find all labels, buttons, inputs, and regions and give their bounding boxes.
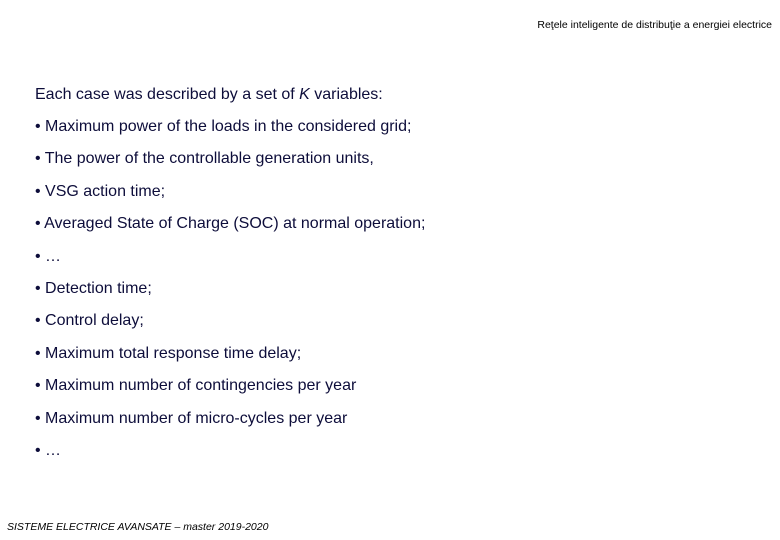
list-item: • …	[35, 441, 62, 459]
variables-list	[35, 116, 755, 462]
list-item: • Detection time;	[35, 279, 152, 297]
list-item: • Averaged State of Charge (SOC) at normal operation;	[35, 215, 426, 233]
list-item: • Control delay;	[35, 312, 144, 330]
list-item: • Maximum number of contingencies per year	[35, 377, 357, 395]
list-item: • Maximum total response time delay;	[35, 344, 302, 362]
intro-sentence	[35, 84, 755, 106]
slide-footer: SISTEME ELECTRICE AVANSATE – master 2019-2020	[7, 521, 269, 533]
slide-content	[35, 84, 755, 472]
intro-variable: K	[299, 86, 310, 103]
intro-text-after: variables:	[309, 86, 383, 103]
list-item: • Maximum number of micro-cycles per year	[35, 409, 348, 427]
list-item: • VSG action time;	[35, 182, 166, 200]
list-item: • …	[35, 247, 62, 265]
intro-text-before: Each case was described by a set of	[35, 86, 300, 103]
slide-header-title: Reţele inteligente de distribuţie a energiei electrice	[537, 19, 772, 31]
list-item: • The power of the controllable generation units,	[35, 150, 374, 168]
list-item: • Maximum power of the loads in the considered grid;	[35, 118, 412, 135]
